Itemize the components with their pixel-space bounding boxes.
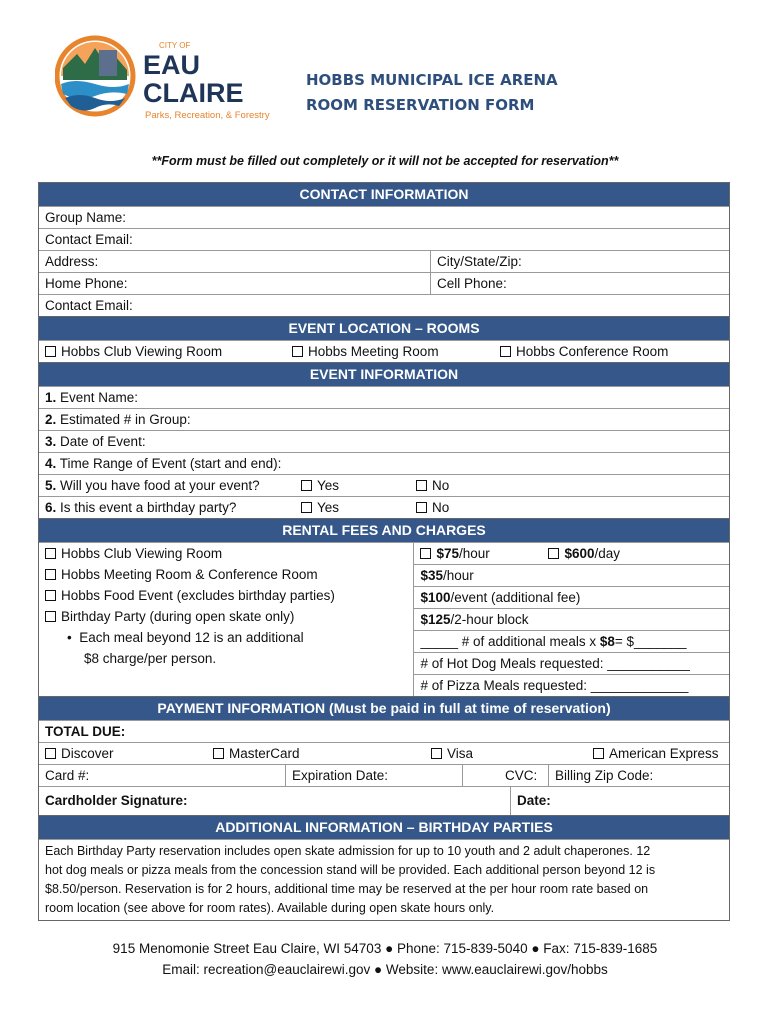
fee-item-label: Birthday Party (during open skate only) xyxy=(61,609,295,624)
price-birthday xyxy=(414,608,729,630)
meals-total: = $_______ xyxy=(614,634,687,649)
fee-meeting-conference-checkbox[interactable] xyxy=(39,564,413,585)
group-size-field[interactable] xyxy=(39,408,729,430)
fee-item-label: Hobbs Meeting Room & Conference Room xyxy=(61,567,318,582)
daily-rate-checkbox[interactable] xyxy=(542,543,692,564)
fee-club-viewing-checkbox[interactable] xyxy=(39,543,413,564)
footer-address: 915 Menomonie Street Eau Claire, WI 54703 ● Phone: 715-839-5040 ● Fax: 715-839-1685 xyxy=(112,941,658,956)
checkbox-icon xyxy=(500,346,511,357)
card-label: MasterCard xyxy=(229,746,300,761)
reservation-form xyxy=(38,182,730,921)
checkbox-icon xyxy=(416,502,427,513)
food-yes-checkbox[interactable] xyxy=(295,475,410,496)
q5-text: Will you have food at your event? xyxy=(56,478,260,493)
checkbox-icon xyxy=(45,611,56,622)
checkbox-icon xyxy=(416,480,427,491)
cell-phone-field[interactable]: Cell Phone: xyxy=(430,273,729,294)
svg-text:Parks, Recreation, & Forestry: Parks, Recreation, & Forestry xyxy=(145,110,270,121)
price-meeting-conference xyxy=(414,564,729,586)
hotdog-label: # of Hot Dog Meals requested: ___________ xyxy=(420,656,690,671)
checkbox-icon xyxy=(548,548,559,559)
address-field[interactable]: Address: xyxy=(45,254,99,269)
checkbox-icon xyxy=(292,346,303,357)
card-label: American Express xyxy=(609,746,719,761)
birthday-yes-checkbox[interactable] xyxy=(295,497,410,518)
checkbox-icon xyxy=(45,346,56,357)
title-line-2: ROOM RESERVATION FORM xyxy=(306,96,535,114)
card-type-row xyxy=(39,742,729,764)
card-label: Visa xyxy=(447,746,474,761)
contact-email-field[interactable] xyxy=(39,228,729,250)
checkbox-icon xyxy=(431,748,442,759)
location-header: EVENT LOCATION – ROOMS xyxy=(39,316,729,340)
price-food-event xyxy=(414,586,729,608)
bullet-text-1: Each meal beyond 12 is an additional xyxy=(79,630,304,645)
contact-email-label: Contact Email: xyxy=(45,232,133,247)
billing-zip-field[interactable]: Billing Zip Code: xyxy=(548,765,729,786)
q2-text: Estimated # in Group: xyxy=(56,412,191,427)
amex-checkbox[interactable] xyxy=(587,743,729,764)
footer-contact: Email: recreation@eauclairewi.gov ● Website: www.eauclairewi.gov/hobbs xyxy=(162,962,608,977)
q1-text: Event Name: xyxy=(56,390,139,405)
no-label: No xyxy=(432,500,450,515)
card-details-row xyxy=(39,764,729,786)
checkbox-icon xyxy=(45,569,56,580)
fees-prices xyxy=(413,543,729,696)
svg-text:CITY OF: CITY OF xyxy=(159,41,191,50)
discover-checkbox[interactable] xyxy=(39,743,207,764)
info-line-1: Each Birthday Party reservation includes open skate admission for up to 10 youth and 2 adult chaperones. 12 xyxy=(45,844,651,858)
q4-text: Time Range of Event (start and end): xyxy=(56,456,282,471)
cvc-field[interactable]: CVC: xyxy=(462,765,548,786)
info-line-4: room location (see above for room rates). Available during open skate hours only. xyxy=(45,901,495,915)
birthday-question-label xyxy=(39,497,295,518)
meal-bullet-cont: $8 charge/per person. xyxy=(84,651,217,666)
q1-number: 1. xyxy=(45,390,57,405)
price-unit: /hour xyxy=(442,568,474,583)
birthday-info-text xyxy=(39,839,729,920)
fees-items xyxy=(39,543,413,696)
checkbox-icon xyxy=(420,548,431,559)
food-question-label xyxy=(39,475,295,496)
meal-bullet xyxy=(39,627,413,648)
bullet-icon: • xyxy=(67,630,80,645)
q3-number: 3. xyxy=(45,434,57,449)
visa-checkbox[interactable] xyxy=(425,743,587,764)
q3-text: Date of Event: xyxy=(56,434,146,449)
info-line-3: $8.50/person. Reservation is for 2 hours, additional time may be reserved at the per hour room rate based on xyxy=(45,882,649,896)
group-size-label xyxy=(39,409,191,430)
time-range-field[interactable] xyxy=(39,452,729,474)
address-row xyxy=(39,250,729,272)
q2-number: 2. xyxy=(45,412,57,427)
no-label: No xyxy=(432,478,450,493)
event-name-label xyxy=(39,387,138,408)
q6-number: 6. xyxy=(45,500,57,515)
birthday-question-row xyxy=(39,496,729,518)
signature-field[interactable]: Cardholder Signature: xyxy=(45,793,188,808)
fee-item-label: Hobbs Food Event (excludes birthday parties) xyxy=(61,588,335,603)
food-question-row xyxy=(39,474,729,496)
birthday-no-checkbox[interactable] xyxy=(410,497,610,518)
checkbox-icon xyxy=(45,590,56,601)
price-unit: /day xyxy=(594,546,621,561)
fees-header: RENTAL FEES AND CHARGES xyxy=(39,518,729,542)
fees-table xyxy=(39,542,729,696)
mastercard-checkbox[interactable] xyxy=(207,743,425,764)
additional-meals-field[interactable] xyxy=(414,630,729,652)
card-number-field[interactable]: Card #: xyxy=(45,768,90,783)
event-name-field[interactable] xyxy=(39,386,729,408)
card-label: Discover xyxy=(61,746,114,761)
price-club-viewing xyxy=(414,543,729,564)
phone-row xyxy=(39,272,729,294)
group-name-field[interactable] xyxy=(39,206,729,228)
home-phone-field[interactable]: Home Phone: xyxy=(45,276,128,291)
additional-header: ADDITIONAL INFORMATION – BIRTHDAY PARTIES xyxy=(39,815,729,839)
svg-text:CLAIRE: CLAIRE xyxy=(143,78,244,108)
pizza-meals-field[interactable] xyxy=(414,674,729,696)
checkbox-icon xyxy=(213,748,224,759)
conference-room-label: Hobbs Conference Room xyxy=(516,344,669,359)
checkbox-icon xyxy=(301,502,312,513)
form-notice: **Form must be filled out completely or it will not be accepted for reservation** xyxy=(151,154,619,168)
price-amount: $75 xyxy=(436,546,459,561)
checkbox-icon xyxy=(45,548,56,559)
q6-text: Is this event a birthday party? xyxy=(56,500,237,515)
city-logo xyxy=(55,34,290,129)
q4-number: 4. xyxy=(45,456,57,471)
form-title xyxy=(306,68,558,118)
meeting-room-checkbox[interactable] xyxy=(286,341,494,362)
club-viewing-room-checkbox[interactable] xyxy=(39,341,286,362)
price-amount: $600 xyxy=(564,546,595,561)
signature-row xyxy=(39,786,729,815)
pizza-label: # of Pizza Meals requested: _____________ xyxy=(420,678,689,693)
checkbox-icon xyxy=(301,480,312,491)
event-date-field[interactable] xyxy=(39,430,729,452)
hourly-rate-checkbox[interactable] xyxy=(414,543,542,564)
group-name-label: Group Name: xyxy=(45,210,127,225)
meal-price: $8 xyxy=(599,634,615,649)
contact-header: CONTACT INFORMATION xyxy=(39,183,729,206)
payment-header: PAYMENT INFORMATION (Must be paid in full at time of reservation) xyxy=(39,696,729,720)
price-amount: $125 xyxy=(420,612,451,627)
checkbox-icon xyxy=(45,748,56,759)
event-date-label xyxy=(39,431,146,452)
city-state-zip-field[interactable]: City/State/Zip: xyxy=(430,251,729,272)
price-unit: /2-hour block xyxy=(450,612,529,627)
svg-text:EAU: EAU xyxy=(143,50,201,80)
footer xyxy=(0,938,770,980)
conference-room-checkbox[interactable] xyxy=(494,341,729,362)
food-no-checkbox[interactable] xyxy=(410,475,610,496)
price-amount: $35 xyxy=(420,568,443,583)
meals-text: _____ # of additional meals x xyxy=(420,634,600,649)
club-viewing-room-label: Hobbs Club Viewing Room xyxy=(61,344,223,359)
yes-label: Yes xyxy=(317,500,340,515)
time-range-label xyxy=(39,453,281,474)
date-field[interactable]: Date: xyxy=(510,787,729,815)
title-line-1: HOBBS MUNICIPAL ICE ARENA xyxy=(306,71,558,89)
checkbox-icon xyxy=(593,748,604,759)
contact-email-field-2[interactable] xyxy=(39,294,729,316)
price-amount: $100 xyxy=(420,590,451,605)
event-header: EVENT INFORMATION xyxy=(39,362,729,386)
total-due-label: TOTAL DUE: xyxy=(45,724,126,739)
fee-item-label: Hobbs Club Viewing Room xyxy=(61,546,223,561)
expiration-field[interactable]: Expiration Date: xyxy=(285,765,462,786)
yes-label: Yes xyxy=(317,478,340,493)
hotdog-meals-field[interactable] xyxy=(414,652,729,674)
total-due-field[interactable] xyxy=(39,720,729,742)
fee-birthday-party-checkbox[interactable] xyxy=(39,606,413,627)
location-row xyxy=(39,340,729,362)
q5-number: 5. xyxy=(45,478,57,493)
price-unit: /event (additional fee) xyxy=(450,590,581,605)
contact-email-label-2: Contact Email: xyxy=(45,298,133,313)
info-line-2: hot dog meals or pizza meals from the concession stand will be provided. Each additional person beyond 12 is xyxy=(45,863,656,877)
meeting-room-label: Hobbs Meeting Room xyxy=(308,344,439,359)
price-unit: /hour xyxy=(458,546,490,561)
fee-food-event-checkbox[interactable] xyxy=(39,585,413,606)
